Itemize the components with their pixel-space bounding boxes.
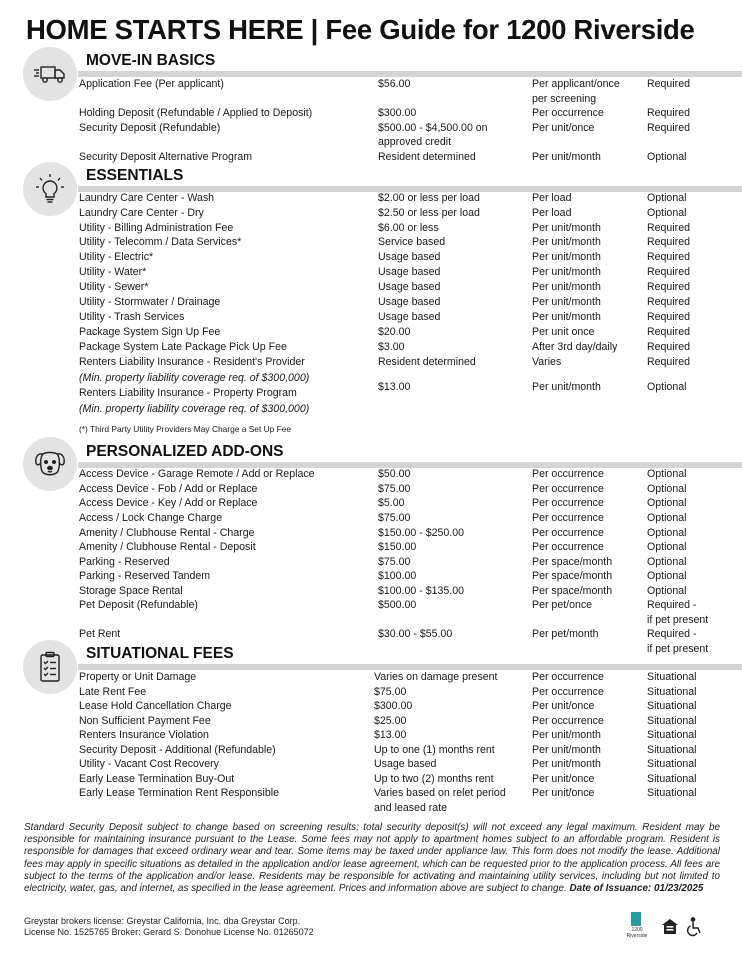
fee-frequency: Per unit once <box>532 326 595 338</box>
fee-frequency: Per load <box>532 192 572 204</box>
fee-name: Package System Sign Up Fee <box>79 326 221 338</box>
fee-name: Utility - Billing Administration Fee <box>79 221 234 234</box>
section-heading-move-in: MOVE-IN BASICS <box>86 52 216 69</box>
fee-amount: $56.00 <box>378 78 411 90</box>
disclaimer-body: Standard Security Deposit subject to change based on screening results; total security deposit(s) will not exceed any legal maximum. Resident may be responsible for maintaining insurance pursuant to the Lease. Some fees may not apply to apartment homes subject to an affordable program. Resident is responsible for damages that exceed ordinary wear and tear. Some items may be taxed under appliance law. This form does not modify the lease. Additional fees may apply in specific situations as detailed in the application and/or lease agreement, which can be requested prior to the application process. All fees are subject to the terms of the application and/or lease. Residents may be responsible for activating and maintaining utility services, including but not limited to electricity, water, gas, and internet, as specified in the lease agreement. Prices and information above are subject to change. <box>24 822 720 895</box>
fee-requirement: Required <box>647 311 690 323</box>
section-heading-addons: PERSONALIZED ADD-ONS <box>86 443 284 460</box>
fee-frequency: Per occurrence <box>532 714 604 727</box>
fee-name: Parking - Reserved <box>79 555 170 568</box>
fee-amount: $500.00 - $4,500.00 on <box>378 121 488 134</box>
fee-name: Security Deposit - Additional (Refundable) <box>79 743 276 756</box>
fee-requirement: Situational <box>647 685 697 698</box>
fee-amount: Usage based <box>378 296 441 308</box>
fee-frequency: Per unit/month <box>532 251 601 263</box>
moving-truck-icon <box>23 47 77 101</box>
fee-frequency: Per unit/month <box>532 296 601 308</box>
fee-name: Access Device - Garage Remote / Add or Replace <box>79 468 315 480</box>
fee-requirement: Required <box>647 296 690 308</box>
fee-amount: Usage based <box>374 758 437 770</box>
fee-amount: Resident determined <box>378 356 476 368</box>
fee-requirement: Required - <box>647 599 697 611</box>
fee-amount: $6.00 or less <box>378 221 439 234</box>
fee-frequency: Per space/month <box>532 570 613 582</box>
fee-requirement-cont: if pet present <box>647 642 709 655</box>
fee-frequency: Per unit/month <box>532 236 601 248</box>
disclaimer-text <box>24 822 720 895</box>
fee-requirement: Situational <box>647 787 697 799</box>
utility-footnote: (*) Third Party Utility Providers May Charge a Set Up Fee <box>79 424 292 434</box>
fee-amount: Up to one (1) months rent <box>374 743 495 756</box>
fee-frequency: Varies <box>532 356 562 368</box>
fee-frequency: Per occurrence <box>532 685 604 698</box>
fee-requirement: Optional <box>647 541 687 553</box>
fee-requirement: Required <box>647 341 690 353</box>
fee-frequency: Per unit/once <box>532 772 595 785</box>
fee-amount: $150.00 <box>378 541 417 553</box>
fee-amount: $5.00 <box>378 497 405 509</box>
fee-name: Package System Late Package Pick Up Fee <box>79 341 287 353</box>
fee-frequency: Per unit/month <box>532 743 601 756</box>
fee-amount: $75.00 <box>378 555 411 568</box>
fee-frequency: Per space/month <box>532 584 613 597</box>
fee-amount: Usage based <box>378 311 441 323</box>
fee-requirement: Optional <box>647 584 687 597</box>
fee-name: Utility - Sewer* <box>79 281 149 293</box>
fee-frequency: Per space/month <box>532 555 613 568</box>
fee-requirement: Optional <box>647 207 687 219</box>
fee-frequency: Per unit/month <box>532 221 601 234</box>
fee-requirement: Situational <box>647 772 697 785</box>
fee-frequency: Per unit/month <box>532 281 601 293</box>
fee-name: Utility - Water* <box>79 266 147 278</box>
fee-requirement: Required <box>647 121 690 134</box>
fee-requirement: Optional <box>647 150 687 163</box>
fee-frequency: Per unit/month <box>532 266 601 278</box>
fee-frequency: Per unit/month <box>532 729 601 741</box>
fee-name: Security Deposit (Refundable) <box>79 121 221 134</box>
fee-requirement: Required <box>647 266 690 278</box>
coverage-note: (Min. property liability coverage req. of $300,000) <box>79 403 310 415</box>
fee-requirement: Optional <box>647 570 687 582</box>
fee-frequency: Per occurrence <box>532 497 604 509</box>
fee-requirement: Required <box>647 326 690 338</box>
fee-requirement: Situational <box>647 714 697 727</box>
fee-amount: $75.00 <box>378 512 411 524</box>
logo-mark <box>631 912 641 926</box>
fee-frequency: Per applicant/once <box>532 78 620 90</box>
fee-frequency: Per occurrence <box>532 107 604 119</box>
fee-name: Laundry Care Center - Wash <box>79 192 215 204</box>
fee-amount: Service based <box>378 236 446 248</box>
fee-frequency: Per occurrence <box>532 482 604 495</box>
fee-amount: $3.00 <box>378 341 405 353</box>
coverage-note: (Min. property liability coverage req. of $300,000) <box>79 372 310 384</box>
fee-frequency: Per occurrence <box>532 512 604 524</box>
accessibility-icon <box>686 917 704 937</box>
fee-name: Utility - Trash Services <box>79 311 185 323</box>
fee-amount-cont: approved credit <box>378 136 452 148</box>
fee-requirement: Optional <box>647 526 687 539</box>
fee-frequency: Per unit/month <box>532 150 601 163</box>
fee-requirement: Required <box>647 356 690 368</box>
fee-name: Early Lease Termination Buy-Out <box>79 772 235 785</box>
fee-amount: $300.00 <box>378 107 417 119</box>
fee-requirement: Required <box>647 251 690 263</box>
logo-number: 1200 <box>631 927 643 933</box>
fee-frequency: After 3rd day/daily <box>532 341 618 353</box>
page-title: HOME STARTS HERE | Fee Guide for 1200 Riverside <box>26 14 695 45</box>
fee-name: Amenity / Clubhouse Rental - Charge <box>79 526 255 539</box>
fee-frequency: Per unit/month <box>532 311 601 323</box>
fee-amount: $150.00 - $250.00 <box>378 526 465 539</box>
fee-name: Renters Liability Insurance - Resident's Provider <box>79 356 305 368</box>
fee-amount: Usage based <box>378 251 441 263</box>
fee-amount: $30.00 - $55.00 <box>378 628 453 640</box>
section-heading-essentials: ESSENTIALS <box>86 167 184 184</box>
fee-amount: $500.00 <box>378 599 417 611</box>
fee-name: Early Lease Termination Rent Responsible <box>79 787 280 799</box>
fee-amount: Varies on damage present <box>374 671 498 683</box>
issuance-date: Date of Issuance: 01/23/2025 <box>569 883 704 895</box>
fee-requirement: Optional <box>647 192 687 204</box>
fee-requirement: Required <box>647 107 690 119</box>
fee-requirement: Optional <box>647 482 687 495</box>
fee-name: Late Rent Fee <box>79 685 147 698</box>
clipboard-checklist-icon <box>23 640 77 694</box>
equal-housing-opportunity-icon <box>661 918 679 936</box>
fee-requirement: Optional <box>647 380 687 393</box>
fee-frequency: Per load <box>532 207 572 219</box>
fee-frequency: Per unit/once <box>532 121 595 134</box>
fee-name: Laundry Care Center - Dry <box>79 207 204 219</box>
fee-amount: $25.00 <box>374 714 407 727</box>
fee-amount: $50.00 <box>378 468 411 480</box>
fee-amount: $300.00 <box>374 700 413 712</box>
fee-amount: $100.00 <box>378 570 417 582</box>
fee-amount: Usage based <box>378 266 441 278</box>
fee-name: Pet Rent <box>79 628 121 640</box>
fee-name: Utility - Vacant Cost Recovery <box>79 758 219 770</box>
broker-license-line: Greystar brokers license: Greystar California, Inc. dba Greystar Corp. <box>24 916 301 926</box>
fee-requirement: Situational <box>647 743 697 756</box>
fee-frequency: Per occurrence <box>532 541 604 553</box>
fee-name: Parking - Reserved Tandem <box>79 570 211 582</box>
fee-name: Property or Unit Damage <box>79 671 197 683</box>
property-logo <box>622 912 652 942</box>
section-heading-situational: SITUATIONAL FEES <box>86 645 234 662</box>
fee-amount: $100.00 - $135.00 <box>378 584 465 597</box>
fee-name: Holding Deposit (Refundable / Applied to Deposit) <box>79 107 313 119</box>
fee-amount: $2.50 or less per load <box>378 207 480 219</box>
fee-name: Utility - Electric* <box>79 251 154 263</box>
fee-frequency: Per pet/month <box>532 628 599 640</box>
fee-requirement: Situational <box>647 700 697 712</box>
broker-license-line: License No. 1525765 Broker: Gerard S. Donohue License No. 01265072 <box>24 927 314 937</box>
fee-name: Renters Insurance Violation <box>79 729 209 741</box>
fee-frequency: Per unit/month <box>532 758 601 770</box>
fee-name: Access Device - Key / Add or Replace <box>79 497 258 509</box>
fee-requirement: Required - <box>647 628 697 640</box>
fee-requirement: Optional <box>647 555 687 568</box>
logo-word: Riverside <box>626 933 648 939</box>
fee-amount: $75.00 <box>374 685 407 698</box>
fee-requirement: Required <box>647 281 690 293</box>
fee-frequency: Per occurrence <box>532 671 604 683</box>
fee-name: Utility - Telecomm / Data Services* <box>79 236 242 248</box>
fee-name: Access / Lock Change Charge <box>79 512 223 524</box>
fee-name: Security Deposit Alternative Program <box>79 150 253 163</box>
fee-requirement: Required <box>647 78 690 90</box>
fee-name: Non Sufficient Payment Fee <box>79 714 211 727</box>
fee-requirement: Required <box>647 236 690 248</box>
fee-amount: $20.00 <box>378 326 411 338</box>
fee-name: Access Device - Fob / Add or Replace <box>79 482 258 495</box>
fee-amount: $13.00 <box>374 729 407 741</box>
fee-requirement: Required <box>647 221 690 234</box>
fee-requirement: Optional <box>647 512 687 524</box>
fee-requirement: Situational <box>647 758 697 770</box>
fee-requirement: Optional <box>647 468 687 480</box>
fee-name: Amenity / Clubhouse Rental - Deposit <box>79 541 256 553</box>
fee-name: Application Fee (Per applicant) <box>79 78 224 90</box>
fee-frequency: Per occurrence <box>532 526 604 539</box>
fee-requirement: Situational <box>647 671 697 683</box>
fee-name: Lease Hold Cancellation Charge <box>79 700 232 712</box>
fee-amount-cont: and leased rate <box>374 801 448 814</box>
fee-frequency: Per unit/month <box>532 380 601 393</box>
fee-frequency: Per unit/once <box>532 787 595 799</box>
fee-amount: Resident determined <box>378 150 476 163</box>
fee-frequency: Per pet/once <box>532 599 593 611</box>
fee-requirement-cont: if pet present <box>647 613 709 626</box>
fee-frequency-cont: per screening <box>532 92 597 105</box>
fee-amount: $13.00 <box>378 380 411 393</box>
fee-amount: Usage based <box>378 281 441 293</box>
fee-amount: Up to two (2) months rent <box>374 772 494 785</box>
fee-amount: Varies based on relet period <box>374 787 506 799</box>
fee-requirement: Optional <box>647 497 687 509</box>
lightbulb-icon <box>23 162 77 216</box>
fee-frequency: Per occurrence <box>532 468 604 480</box>
fee-name: Renters Liability Insurance - Property Program <box>79 387 297 399</box>
fee-frequency: Per unit/once <box>532 700 595 712</box>
fee-name: Storage Space Rental <box>79 584 183 597</box>
dog-icon <box>23 437 77 491</box>
fee-requirement: Situational <box>647 729 697 741</box>
fee-amount: $75.00 <box>378 482 411 495</box>
fee-amount: $2.00 or less per load <box>378 192 480 204</box>
fee-name: Pet Deposit (Refundable) <box>79 599 198 611</box>
fee-name: Utility - Stormwater / Drainage <box>79 296 221 308</box>
